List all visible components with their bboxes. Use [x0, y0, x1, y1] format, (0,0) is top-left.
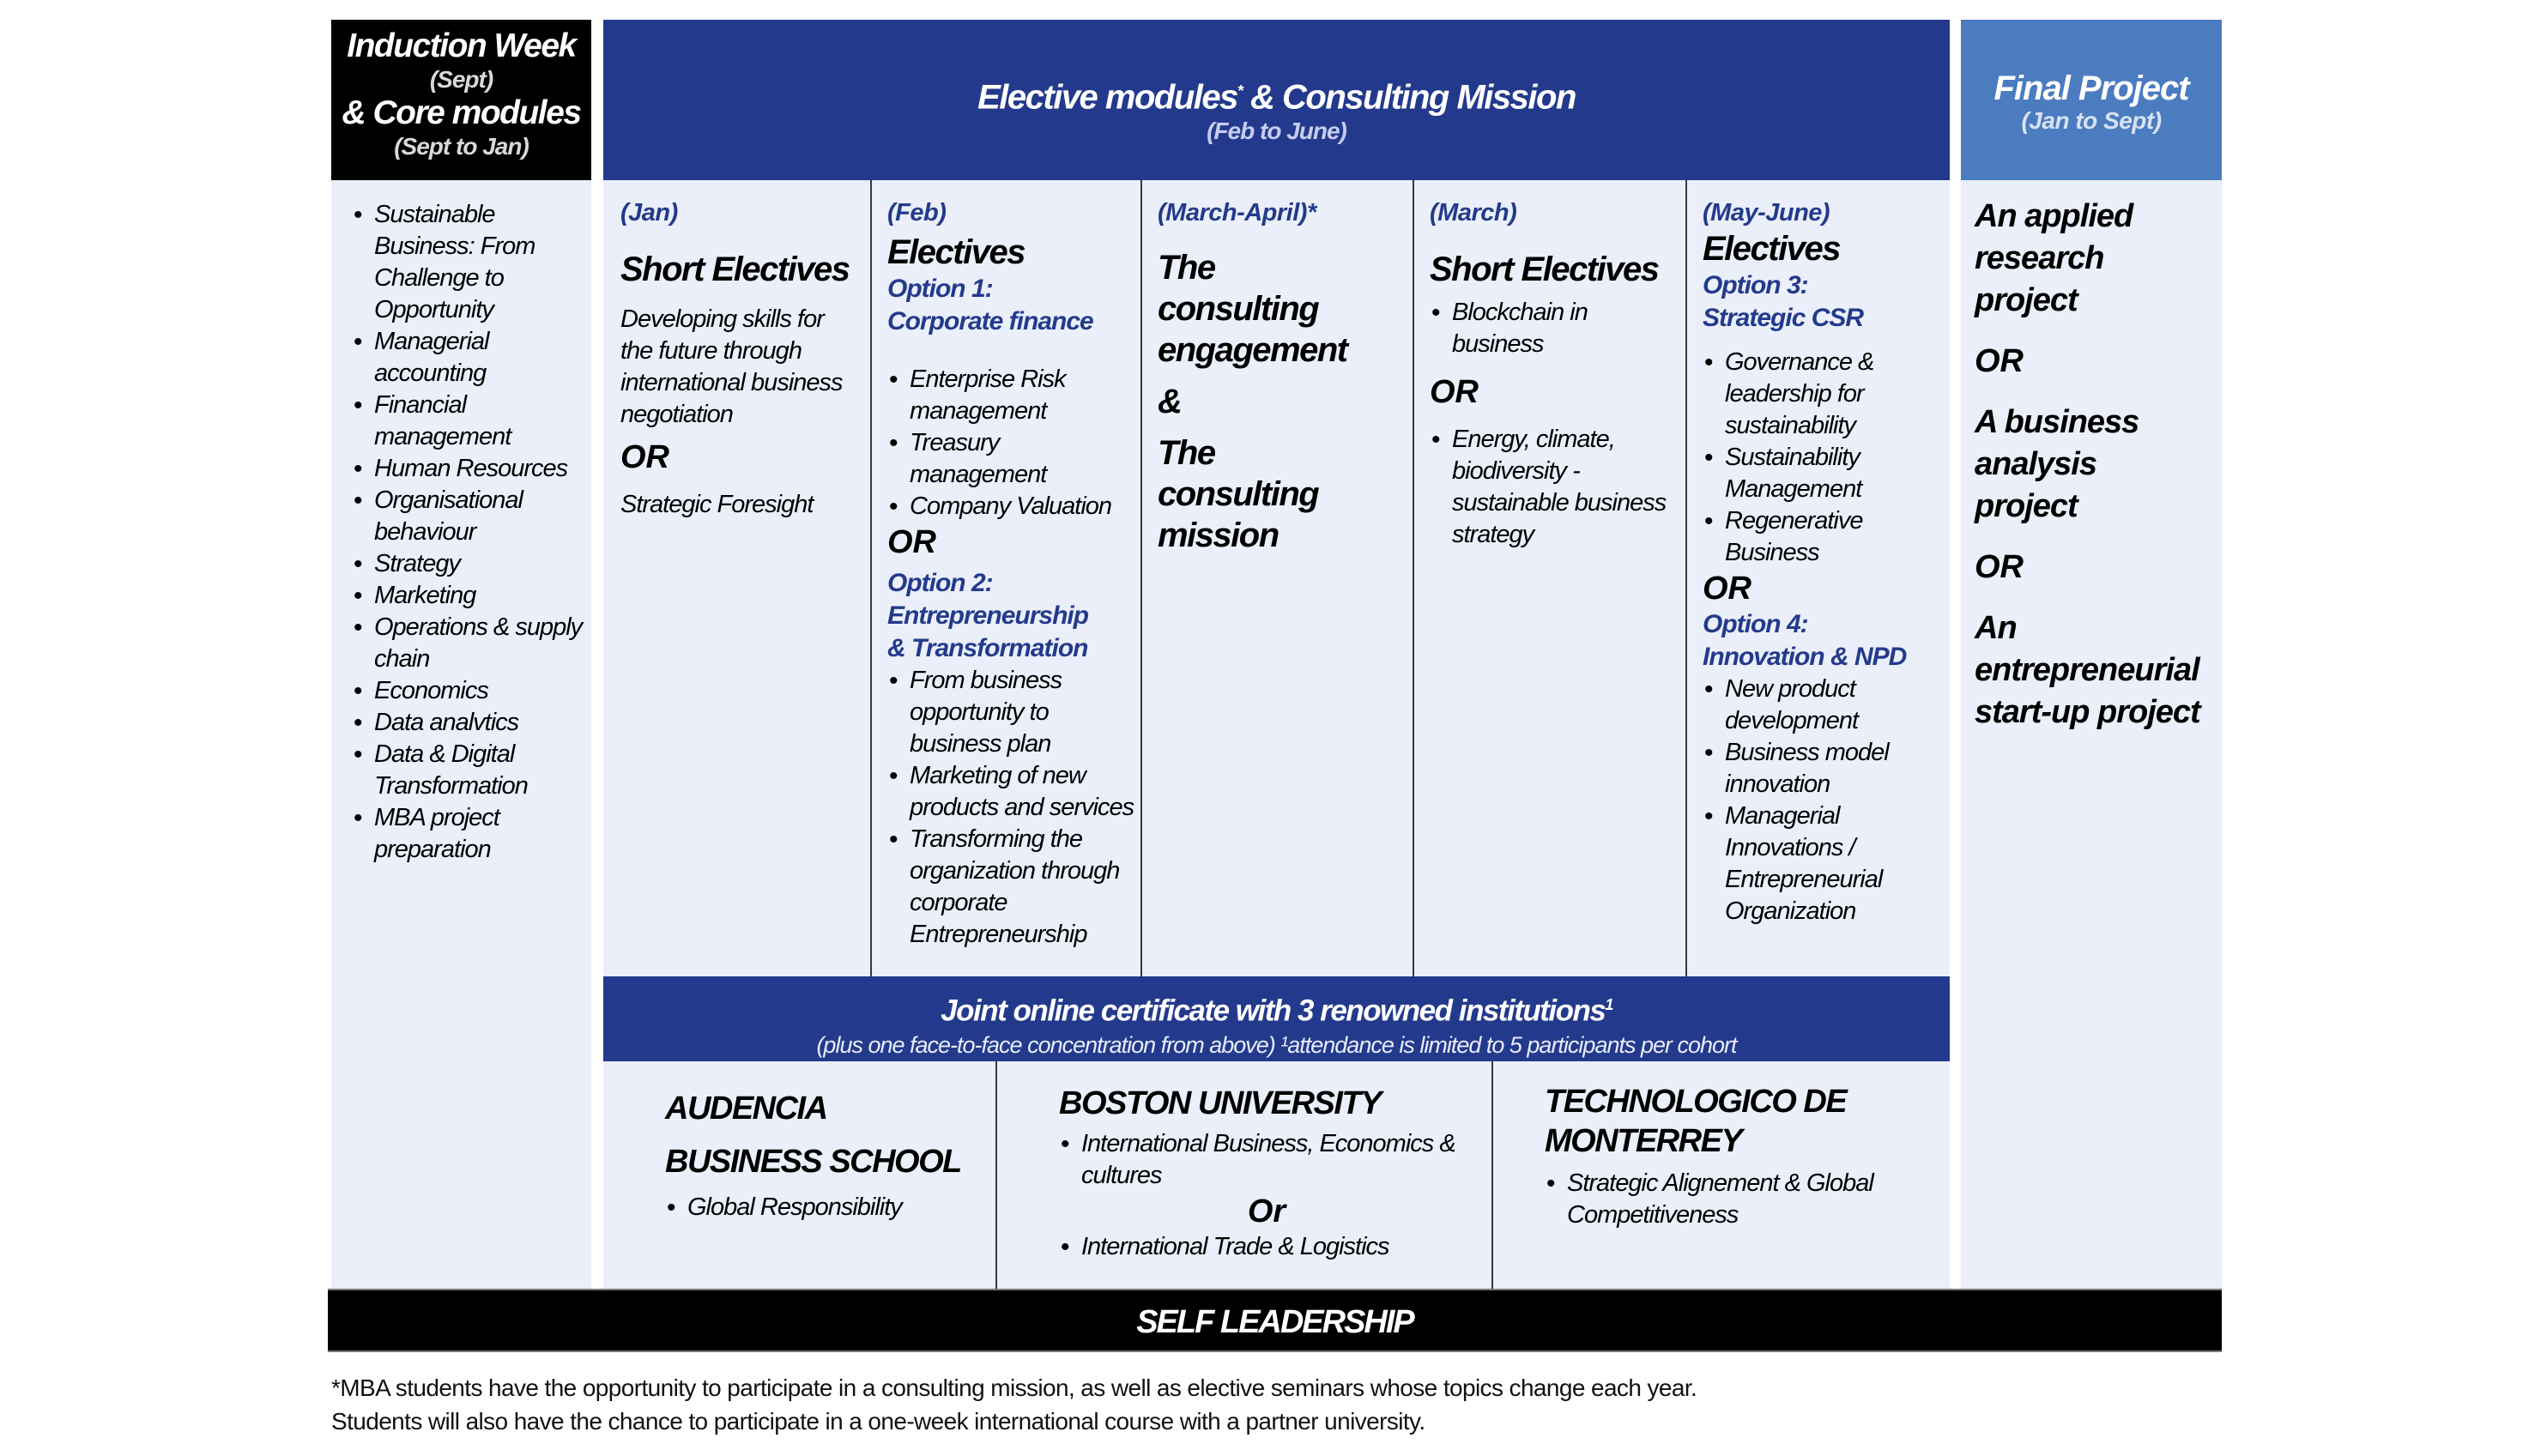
list-item: • Economics	[352, 675, 583, 707]
footnote-line-2: Students will also have the chance to participate in a one-week international course with a partner university.	[331, 1408, 1425, 1435]
list-item: • Managerial Innovations / Entrepreneurial Organization	[1703, 800, 1900, 927]
month-label: (March)	[1430, 199, 1517, 227]
institution-name: AUDENCIA	[665, 1090, 827, 1127]
alt-elective: Strategic Foresight	[620, 491, 814, 518]
column-heading: Short Electives	[620, 251, 850, 288]
list-item: • Treasury management	[887, 427, 1135, 491]
electives-grid	[603, 180, 1950, 976]
list-item: • Sustainable Business: From Challenge to Opportunity	[352, 199, 583, 326]
institution-course-list	[1059, 1231, 1474, 1263]
core-modules-panel	[331, 180, 591, 1289]
list-item: • Data & Digital Transformation	[352, 739, 583, 802]
or-separator: OR	[1703, 571, 1751, 607]
list-item: • Financial management	[352, 390, 583, 453]
institution-monterrey	[1493, 1061, 1950, 1289]
column-description: Developing skills for the future through international business negotiation	[620, 305, 843, 428]
core-header-subtitle-2: (Sept to Jan)	[394, 133, 529, 160]
list-item: • Blockchain in business	[1430, 297, 1624, 360]
certificate-title	[603, 987, 1950, 1030]
elective-header-subtitle: (Feb to June)	[1207, 118, 1346, 145]
institutions-row	[603, 1061, 1950, 1289]
list-item: • Enterprise Risk management	[887, 364, 1135, 427]
list-item: • Marketing of new products and services	[887, 760, 1135, 824]
consulting-engagement: The consulting engagement	[1158, 249, 1347, 369]
option-label: Option 3:	[1703, 271, 1808, 299]
certificate-subtitle: (plus one face-to-face concentration from above) ¹attendance is limited to 5 participants per cohort	[816, 1031, 1737, 1058]
core-modules-list	[352, 199, 583, 866]
option-name: Corporate finance	[887, 307, 1093, 335]
list-item: • Business model innovation	[1703, 737, 1900, 800]
list-item: • International Trade & Logistics	[1059, 1231, 1474, 1263]
final-option-applied-research: An applied research project	[1975, 198, 2133, 318]
column-heading: Electives	[887, 233, 1025, 271]
column-jan	[603, 180, 872, 976]
list-item: • Governance & leadership for sustainability	[1703, 347, 1900, 442]
footnote	[331, 1371, 2219, 1438]
column-march	[1414, 180, 1687, 976]
option-name: & Transformation	[887, 634, 1088, 662]
institution-course-list	[1545, 1168, 1888, 1231]
list-item: • Strategy	[352, 548, 583, 580]
core-header-subtitle-1: (Sept)	[429, 66, 493, 93]
option-4-list	[1703, 674, 1900, 927]
ampersand: &	[1158, 383, 1182, 420]
list-item: • Marketing	[352, 580, 583, 612]
list-item: • Strategic Alignement & Global Competitiveness	[1545, 1168, 1888, 1231]
institution-boston	[997, 1061, 1493, 1289]
column-heading: Electives	[1703, 230, 1840, 268]
option-name: Entrepreneurship	[887, 601, 1089, 630]
option-2-list	[887, 665, 1135, 951]
option-name: Strategic CSR	[1703, 304, 1864, 332]
list-item: • New product development	[1703, 674, 1900, 737]
or-separator: OR	[1975, 549, 2024, 585]
month-label: (Feb)	[887, 199, 947, 227]
core-header-title-2: & Core modules	[342, 94, 581, 131]
institution-name: MONTERREY	[1545, 1123, 1742, 1159]
option-label: Option 4:	[1703, 610, 1808, 638]
elective-title-text: Elective modules	[977, 78, 1237, 117]
core-header-title-1: Induction Week	[347, 27, 576, 64]
option-3-list	[1703, 347, 1900, 569]
final-header-title: Final Project	[1993, 69, 2189, 107]
final-project-panel	[1961, 180, 2222, 1289]
final-header-subtitle: (Jan to Sept)	[2021, 107, 2162, 134]
elective-title-rest: & Consulting Mission	[1242, 78, 1576, 117]
march-list-1	[1430, 297, 1679, 360]
institution-name: BUSINESS SCHOOL	[665, 1144, 961, 1180]
elective-header-title	[603, 71, 1950, 117]
option-name: Innovation & NPD	[1703, 643, 1907, 671]
list-item: • Global Responsibility	[665, 1192, 987, 1223]
list-item: • Human Resources	[352, 453, 583, 485]
list-item: • Operations & supply chain	[352, 612, 583, 675]
self-leadership-bar: SELF LEADERSHIP	[328, 1289, 2222, 1352]
or-separator: OR	[620, 439, 669, 475]
month-label: (Jan)	[620, 199, 678, 227]
or-separator: OR	[887, 524, 936, 560]
list-item: • Managerial accounting	[352, 326, 583, 390]
consulting-mission: The consulting mission	[1158, 434, 1319, 554]
certificate-footnote-mark: 1	[1605, 996, 1612, 1013]
institution-course-list	[1059, 1128, 1474, 1192]
elective-title-asterisk: *	[1237, 82, 1243, 100]
or-separator: Or	[1247, 1193, 1286, 1229]
list-item: • From business opportunity to business plan	[887, 665, 1135, 760]
list-item: • MBA project preparation	[352, 802, 583, 866]
march-list-2	[1430, 424, 1679, 551]
column-feb	[872, 180, 1142, 976]
list-item: • Transforming the organization through corporate Entrepreneurship	[887, 824, 1135, 951]
option-1-list	[887, 364, 1135, 523]
column-may-june	[1687, 180, 1950, 976]
list-item: • International Business, Economics & cultures	[1059, 1128, 1474, 1192]
footnote-line-1: *MBA students have the opportunity to participate in a consulting mission, as well as elective seminars whose topics change each year.	[331, 1374, 1697, 1401]
list-item: • Energy, climate, biodiversity - sustainable business strategy	[1430, 424, 1679, 551]
list-item: • Data analvtics	[352, 707, 583, 739]
joint-certificate-banner	[603, 976, 1950, 1061]
institution-name: TECHNOLOGICO DE	[1545, 1084, 1847, 1120]
month-label: (May-June)	[1703, 199, 1830, 227]
month-label: (March-April)*	[1158, 199, 1316, 227]
certificate-title-text: Joint online certificate with 3 renowned institutions	[941, 994, 1606, 1028]
or-separator: OR	[1975, 343, 2024, 379]
institution-audencia	[603, 1061, 997, 1289]
option-label: Option 2:	[887, 569, 993, 597]
list-item: • Company Valuation	[887, 491, 1135, 523]
institution-course-list	[665, 1192, 987, 1223]
institution-name: BOSTON UNIVERSITY	[1059, 1085, 1381, 1121]
final-option-startup: An entrepreneurial start-up project	[1975, 610, 2200, 730]
elective-modules-header	[603, 20, 1950, 180]
final-project-header	[1961, 20, 2222, 180]
final-option-business-analysis: A business analysis project	[1975, 404, 2139, 524]
list-item: • Regenerative Business	[1703, 505, 1900, 569]
list-item: • Organisational behaviour	[352, 485, 583, 548]
or-separator: OR	[1430, 374, 1479, 410]
column-march-april	[1142, 180, 1414, 976]
list-item: • Sustainability Management	[1703, 442, 1900, 505]
column-heading: Short Electives	[1430, 251, 1659, 288]
core-modules-header	[331, 20, 591, 180]
option-label: Option 1:	[887, 275, 993, 303]
